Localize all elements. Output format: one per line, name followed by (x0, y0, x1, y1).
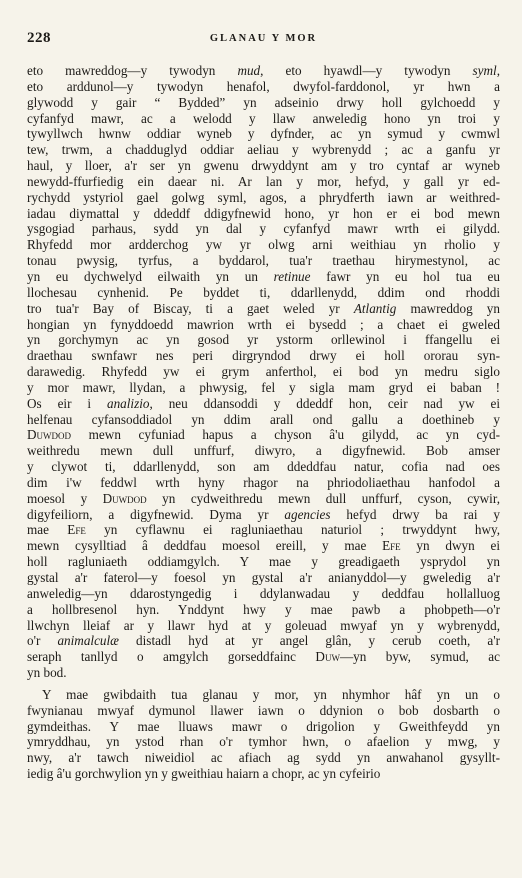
text-line: helfenau cyfansoddiadol yn ddim arall ond gallu a doethineb y (27, 411, 500, 427)
paragraph (27, 63, 500, 681)
text-line: weithredu mewn dull unffurf, diwyro, a digyfnewid. Bob amser (27, 443, 500, 459)
text-line: draethau swnfawr nes peri dirgryndod drwy ei holl ororau syn- (27, 348, 500, 364)
text-line: holl ragluniaeth oddiamgylch. Y mae y greadigaeth ysprydol yn (27, 554, 500, 570)
text-line: glywodd y gair “ Bydded” yn adseinio drwy holl gylchoedd y (27, 94, 500, 110)
text-line: dim i'w feddwl wrth hyny rhagor na phriodoliaethau hanfodol a (27, 474, 500, 490)
text-line: eto arddunol—y tywodyn henafol, dwyfol-farddonol, yr hwn a (27, 78, 500, 94)
text-line: tywyllwch hwnw oddiar wyneb y dyfnder, ac yn symud y cwmwl (27, 126, 500, 142)
text-line: mae Efe yn cyflawnu ei ragluniaethau naturiol ; trwyddynt hwy, (27, 522, 500, 538)
text-line: iedig â'u gorchwylion yn y gweithiau haiarn a chopr, ac yn cyfeirio (27, 766, 381, 782)
text-line: fwynianau mwyaf dymunol llawer iawn o ddynion o bob dosbarth o (27, 702, 500, 718)
text-line: ysgogiad parhaus, sydd yn dal y cyfanfyd mawr wrth ei gilydd. (27, 221, 500, 237)
text-line: gymdeithas. Y mae lluaws mawr o drigolion y Gweithfeydd yn (27, 718, 500, 734)
text-line: newydd-ffurfiedig ein daear ni. Ar lan y mor, hefyd, y gall yr ed- (27, 173, 500, 189)
page-header (27, 30, 500, 50)
paragraph (27, 687, 500, 782)
text-line: eto mawreddog—y tywodyn mud, eto hyawdl—y tywodyn syml, (27, 63, 500, 78)
text-line: Os eir i analizio, neu ddansoddi y ddeddf hon, ceir nad yw ei (27, 395, 501, 411)
text-line: yn eu dychwelyd eilwaith yn un retinue fawr yn eu hol tua eu (27, 268, 500, 284)
text-line: gystal a'r faterol—y foesol yn gystal a'r anianyddol—y gweledig a'r (27, 570, 500, 585)
text-line: llochesau cynhenid. Pe byddet ti, ddarllenydd, ddim ond rhoddi (27, 284, 500, 300)
text-line: y clywot ti, ddarllenydd, son am ddeddfau natur, cofia nad oes (27, 459, 500, 475)
text-line: mewn cysylltiad â deddfau moesol ereill, y mae Efe yn dwyn ei (27, 538, 500, 554)
text-line: yn gorchymyn ac yn gosod yr ystorm orllewinol i ffangellu ei (27, 332, 500, 348)
text-line: tew, trwm, a chadduglyd oddiar aeliau y wybrenydd ; ac a ganfu yr (27, 142, 500, 158)
text-line: hongian yn fynyddoedd mawrion wrth ei bysedd ; a chaet ei gweled (27, 316, 500, 332)
text-line: y mor mawr, llydan, a phwysig, fel y sigla mam gryd ei baban ! (27, 379, 500, 395)
text-line: o'r animalculæ distadl hyd at yr angel glân, y cerub coeth, a'r (27, 633, 500, 649)
text-line: darawedig. Rhyfedd yw ei grym anferthol, ei bod yn medru siglo (27, 364, 500, 380)
text-line: nwy, a'r tawch niweidiol ac afiach ag sydd yn anwahanol gysyllt- (27, 750, 500, 766)
text-line: seraph tanllyd o amgylch gorseddfainc Duw—yn byw, symud, ac (27, 649, 501, 665)
text-line: ymryddhau, yn ystod rhan o'r tymhor hwn, o afaelion y mwg, y (27, 734, 500, 750)
text-line: tonau pwysig, tyrfus, a byddarol, tua'r traethau hirymestynol, ac (27, 253, 500, 269)
text-line: Y mae gwibdaith tua glanau y mor, yn nhymhor hâf yn un o (42, 686, 500, 702)
text-line: llwchyn lleiaf ar y llawr hyd at y goleuad mwyaf yn y wybrenydd, (27, 617, 500, 633)
running-title: GLANAU Y MOR (209, 33, 318, 44)
text-line: rychydd ystyriol gael golwg syml, agos, a phrydferth iawn ar weithred- (27, 189, 500, 205)
page-number: 228 (27, 30, 51, 46)
text-line: cyfanfyd mawr, ac a welodd y llaw anweledig hono yn troi y (27, 110, 500, 126)
text-line: anweledig—yn ddarostyngedig i ddylanwadau y deddfau hollalluog (27, 585, 500, 601)
text-line: yn bod. (27, 665, 67, 681)
body-text (27, 63, 500, 782)
text-line: digyfeiliorn, a digyfnewid. Dyma yr agencies hefyd drwy ba rai y (27, 506, 501, 522)
text-line: haul, y lloer, a'r ser yn gwenu drwyddynt am y tro cyntaf ar wyneb (27, 158, 500, 174)
text-line: moesol y Duwdod yn cydweithredu mewn dull unffurf, cyson, cywir, (27, 490, 500, 506)
text-line: tro tua'r Bay of Biscay, ti a gaet weled yr Atlantig mawreddog yn (27, 300, 500, 316)
text-line: a hollbresenol hyn. Ynddynt hwy y mae pawb a phobpeth—o'r (27, 601, 500, 617)
text-line: Rhyfedd mor ardderchog yw yr olwg arni weithiau yn rholio y (27, 237, 500, 253)
text-line: Duwdod mewn cyfuniad hapus a chyson â'u gilydd, ac yn cyd- (27, 427, 500, 443)
text-line: iadau diymattal y ddeddf ddigyfnewid hono, yr hon er ei bod mewn (27, 205, 500, 221)
